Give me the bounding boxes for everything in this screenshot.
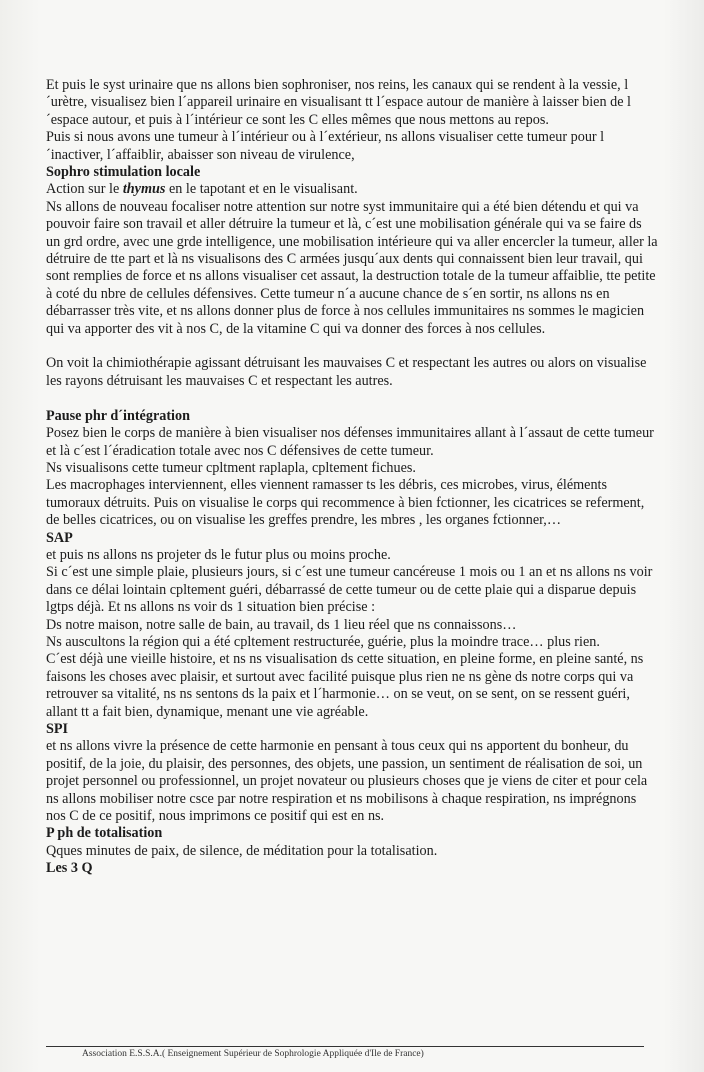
paragraph-gap [46,338,658,355]
section-heading: SPI [46,721,69,737]
paragraph-text: Action sur le [46,181,123,198]
paragraph: Posez bien le corps de manière à bien visualiser nos défenses immunitaires allant à l´assaut de cette tumeur et là c´est l´éradication totale avec nos C défensives de cette tumeur. [46,425,654,459]
document-body [46,77,658,878]
paragraph: On voit la chimiothérapie agissant détruisant les mauvaises C et respectant les autres ou alors on visualise les rayons détruisant les mauvaises C et respectant les autres. [46,355,647,389]
section-heading: Sophro stimulation locale [46,164,201,181]
paragraph: Ns allons de nouveau focaliser notre attention sur notre syst immunitaire qui a été bien détendu et qui va pouvoir faire son travail et aller détruire la tumeur et là, c´est une mobilisation générale qui va se faire ds un grd ordre, avec une grde intelligence, une mobilisation intérieure qui va aller encercler la tumeur, aller la détruire de tte part et là ns visualisons des C armées jusqu´aux dents qui connaissent bien leur travail, qui sont remplies de force et ns allons visualiser cet assaut, la destruction totale de la tumeur affaiblie, tte petite à coté du nbre de cellules défensives. Cette tumeur n´a aucune chance de s´en sortir, ns allons ns en débarrasser très vite, et ns allons donner plus de force à nos cellules immunitaires ns sommes le magicien qui va apporter des vit à nos C, de la vitamine C qui va donner des forces à nos cellules. [46,198,658,337]
paragraph: Ns visualisons cette tumeur cpltment raplapla, cpltement fichues. [46,459,416,476]
paragraph: Si c´est une simple plaie, plusieurs jours, si c´est une tumeur cancéreuse 1 mois ou 1 an et ns allons ns voir dans ce délai lointain cpltement guéri, débarrassé de cette tumeur ou de cette plaie qui a disparue depuis lgtps déjà. Et ns allons ns voir ds 1 situation bien précise : [46,564,653,616]
paragraph [46,181,658,198]
paragraph: Les macrophages interviennent, elles viennent ramasser ts les débris, ces microbes, virus, éléments tumoraux détruits. Puis on visualise le corps qui recommence à bien fctionner, les cicatrices se referment, de belles cicatrices, ou on visualise les greffes prendre, les mbres , les organes fctionner,… [46,477,645,529]
paragraph: Puis si nous avons une tumeur à l´intérieur ou à l´extérieur, ns allons visualiser cette tumeur pour l´inactiver, l´affaiblir, abaisser son niveau de virulence, [46,129,605,163]
paragraph: C´est déjà une vieille histoire, et ns ns visualisation ds cette situation, en pleine forme, en pleine santé, ns faisons les choses avec plaisir, et surtout avec facilité puisque plus rien ne ns gène ds notre corps qui va retrouver sa vitalité, ns ns sentons ds la paix et l´harmonie… on se veut, on se sent, on se ressent guéri, allant tt a fait bien, dynamique, menant une vie agréable. [46,651,644,720]
paragraph: Qques minutes de paix, de silence, de méditation pour la totalisation. [46,842,438,859]
paragraph: Ns auscultons la région qui a été cpltement restructurée, guérie, plus la moindre trace… plus rien. [46,633,600,650]
paragraph: et ns allons vivre la présence de cette harmonie en pensant à tous ceux qui ns apportent du bonheur, du positif, de la joie, du plaisir, des personnes, des objets, une passion, un sentiment de réalisation de soi, un projet personnel ou professionnel, un projet novateur ou plusieurs choses que je viens de citer et pour cela ns allons mobiliser notre csce par notre respiration et ns mobilisons à chaque respiration, ns imprégnons nos C de ce positif, nous imprimons ce positif qui est en ns. [46,738,648,825]
paragraph: et puis ns allons ns projeter ds le futur plus ou moins proche. [46,546,391,563]
section-heading: SAP [46,529,73,546]
section-heading: Pause phr d´intégration [46,407,190,424]
footer-text: Association E.S.S.A.( Enseignement Supérieur de Sophrologie Appliquée d'Ile de France) [82,1049,424,1059]
section-heading: P ph de totalisation [46,825,163,842]
emphasized-term: thymus [122,181,166,198]
paragraph: Et puis le syst urinaire que ns allons bien sophroniser, nos reins, les canaux qui se rendent à la vessie, l´urètre, visualisez bien l´appareil urinaire en visualisant tt l´espace autour de manière à laisser bien de l´espace autour, et puis à l´intérieur ce sont les C elles mêmes que nous mettons au repos. [46,77,631,128]
section-heading: Les 3 Q [46,860,93,877]
paragraph: Ds notre maison, notre salle de bain, au travail, ds 1 lieu réel que ns connaissons… [46,616,517,633]
paragraph-text: en le tapotant et en le visualisant. [165,181,358,198]
paragraph-gap [46,390,658,407]
footer-divider [46,1046,644,1047]
